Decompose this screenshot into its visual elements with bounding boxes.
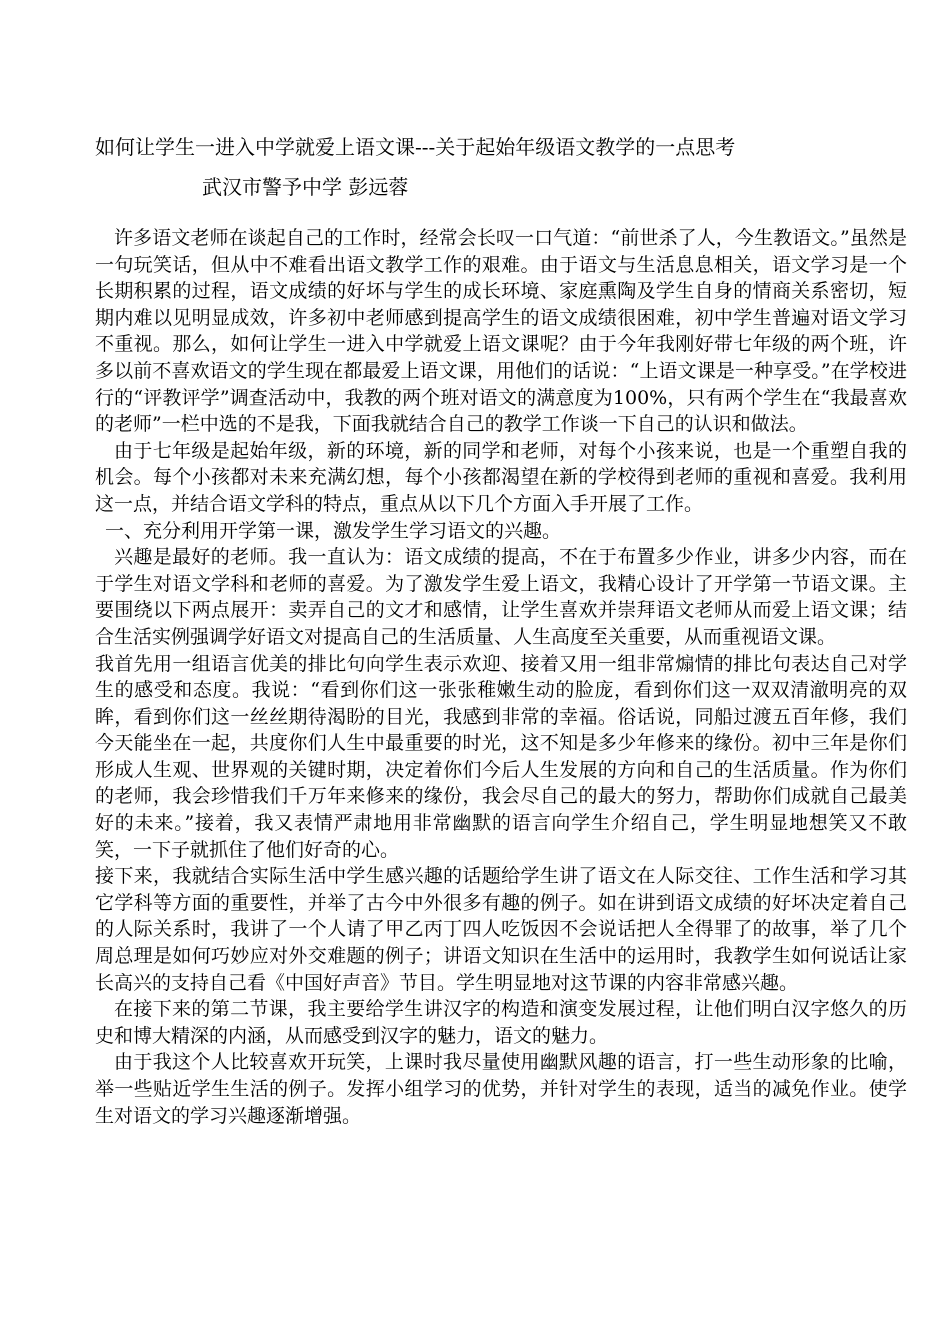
paragraph-humor: 由于我这个人比较喜欢开玩笑，上课时我尽量使用幽默风趣的语言，打一些生动形象的比喻，举一些贴近学生生活的例子。发挥小组学习的优势，并针对学生的表现，适当的减免作业。使学生对语文的学习兴趣逐渐增强。 — [95, 1051, 907, 1127]
paragraph-examples: 接下来，我就结合实际生活中学生感兴趣的话题给学生讲了语文在人际交往、工作生活和学习其它学科等方面的重要性，并举了古今中外很多有趣的例子。如在讲到语文成绩的好坏决定着自己的人际关系时，我讲了一个人请了甲乙丙丁四人吃饭因不会说话把人全得罪了的故事，举了几个周总理是如何巧妙应对外交难题的例子；讲语文知识在生活中的运用时，我教学生如何说话让家长高兴的支持自己看《中国好声音》节目。学生明显地对这节课的内容非常感兴趣。 — [95, 865, 907, 994]
section-heading-1: 一、充分利用开学第一课，激发学生学习语文的兴趣。 — [105, 519, 562, 542]
document-body — [95, 225, 907, 1129]
document-author: 武汉市警予中学 彭远蓉 — [202, 175, 409, 199]
paragraph-interest: 兴趣是最好的老师。我一直认为：语文成绩的提高，不在于布置多少作业，讲多少内容，而在于学生对语文学科和老师的喜爱。为了激发学生爱上语文，我精心设计了开学第一节语文课。主要围绕以下两点展开：卖弄自己的文才和感情，让学生喜欢并崇拜语文老师从而爱上语文课；结合生活实例强调学好语文对提高自己的生活质量、人生高度至关重要，从而重视语文课。 — [95, 546, 907, 648]
paragraph-intro: 许多语文老师在谈起自己的工作时，经常会长叹一口气道：“前世杀了人，今生教语文。”虽然是一句玩笑话，但从中不难看出语文教学工作的艰难。由于语文与生活息息相关，语文学习是一个长期积累的过程，语文成绩的好坏与学生的成长环境、家庭熏陶及学生自身的情商关系密切，短期内难以见明显成效，许多初中老师感到提高学生的语文成绩很困难，初中学生普遍对语文学习不重视。那么，如何让学生一进入中学就爱上语文课呢？由于今年我刚好带七年级的两个班，许多以前不喜欢语文的学生现在都最爱上语文课，用他们的话说：“上语文课是一种享受。”在学校进行的“评教评学”调查活动中，我教的两个班对语文的满意度为100%，只有两个学生在“我最喜欢的老师”一栏中选的不是我，下面我就结合自己的教学工作谈一下自己的认识和做法。 — [95, 227, 907, 436]
paragraph-second-lesson: 在接下来的第二节课，我主要给学生讲汉字的构造和演变发展过程，让他们明白汉字悠久的历史和博大精深的内涵，从而感受到汉字的魅力，语文的魅力。 — [95, 998, 907, 1047]
paragraph-first-lesson: 我首先用一组语言优美的排比句向学生表示欢迎、接着又用一组非常煽情的排比句表达自己对学生的感受和态度。我说：“看到你们这一张张稚嫩生动的脸庞，看到你们这一双双清澈明亮的双眸，看到你们这一丝丝期待渴盼的目光，我感到非常的幸福。俗话说，同船过渡五百年修，我们今天能坐在一起，共度你们人生中最重要的时光，这不知是多少年修来的缘份。初中三年是你们形成人生观、世界观的关键时期，决定着你们今后人生发展的方向和自己的生活质量。作为你们的老师，我会珍惜我们千万年来修来的缘份，我会尽自己的最大的努力，帮助你们成就自己最美好的未来。”接着，我又表情严肃地用非常幽默的语言向学生介绍自己，学生明显地想笑又不敢笑，一下子就抓住了他们好奇的心。 — [95, 652, 907, 861]
paragraph-context: 由于七年级是起始年级，新的环境，新的同学和老师，对每个小孩来说，也是一个重塑自我的机会。每个小孩都对未来充满幻想，每个小孩都渴望在新的学校得到老师的重视和喜爱。我利用这一点，并结合语文学科的特点，重点从以下几个方面入手开展了工作。 — [95, 439, 907, 515]
document-title: 如何让学生一进入中学就爱上语文课---关于起始年级语文教学的一点思考 — [95, 135, 736, 159]
